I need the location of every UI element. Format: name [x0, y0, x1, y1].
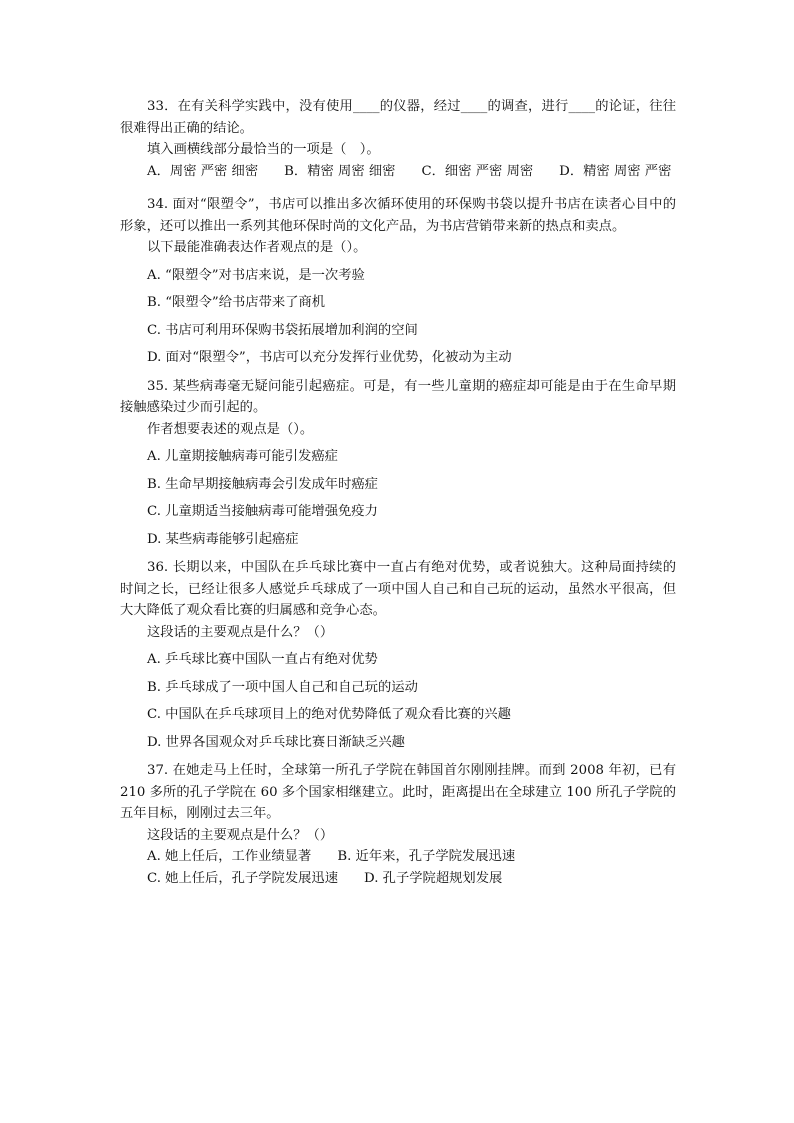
q35-option-c: C. 儿童期适当接触病毒可能增强免疫力 [147, 504, 378, 519]
q34-option-b: B. “限塑令”给书店带来了商机 [147, 295, 326, 310]
q33-prompt: 填入画横线部分最恰当的一项是（ ）。 [147, 142, 380, 157]
q36-prompt: 这段话的主要观点是什么？（） [147, 624, 334, 640]
q37-options-row-2 [120, 868, 676, 890]
q34-stem: 34. 面对“限塑令”，书店可以推出多次循环使用的环保购书袋以提升书店在读者心目中的形象，还可以推出一系列其他环保时尚的文化产品，为书店营销带来新的热点和卖点。 [120, 197, 676, 234]
q35-option-d: D. 某些病毒能够引起癌症 [147, 531, 299, 547]
q37-option-c: C. 她上任后，孔子学院发展迅速 [147, 870, 339, 886]
q33-options [120, 161, 676, 183]
q36-stem: 36. 长期以来，中国队在乒乓球比赛中一直占有绝对优势，或者说独大。这种局面持续的时间之长，已经让很多人感觉乒乓球成了一项中国人自己和自己玩的运动，虽然水平很高，但大大降低了观众看比赛的归属感和竞争心态。 [120, 560, 676, 618]
q35-option-a: A. 儿童期接触病毒可能引发癌症 [147, 449, 338, 464]
q33-option-d: D．精密 周密 严密 [559, 163, 672, 179]
q37-prompt: 这段话的主要观点是什么？（） [147, 827, 334, 843]
q33-stem: 33．在有关科学实践中，没有使用____的仪器，经过____的调查，进行____的论证，往往很难得出正确的结论。 [120, 99, 676, 136]
q37-option-a: A. 她上任后，工作业绩显著 [147, 849, 312, 864]
q36-option-c: C. 中国队在乒乓球项目上的绝对优势降低了观众看比赛的兴趣 [147, 707, 511, 722]
q33-option-c: C．细密 严密 周密 [421, 163, 534, 179]
q37-option-b: B. 近年来，孔子学院发展迅速 [337, 849, 516, 864]
q37-options-row-1 [120, 846, 676, 868]
q35-stem: 35. 某些病毒毫无疑问能引起癌症。可是，有一些儿童期的癌症却可能是由于在生命早期接触感染过少而引起的。 [120, 378, 676, 415]
q34-prompt: 以下最能准确表达作者观点的是（）。 [147, 240, 367, 255]
q34-option-d: D. 面对“限塑令”，书店可以充分发挥行业优势，化被动为主动 [147, 350, 512, 365]
q34-option-a: A. “限塑令”对书店来说，是一次考验 [147, 267, 365, 283]
q33-option-b: B．精密 周密 细密 [284, 163, 396, 179]
q35-prompt: 作者想要表述的观点是（）。 [147, 421, 314, 437]
q33-option-a: A．周密 严密 细密 [147, 163, 259, 179]
q37-option-d: D. 孔子学院超规划发展 [364, 870, 503, 886]
q37-stem: 37. 在她走马上任时，全球第一所孔子学院在韩国首尔刚刚挂牌。而到 2008 年初，已有 210 多所的孔子学院在 60 多个国家相继建立。此时，距离提出在全球建立 100 所孔子学院的五年目标，刚刚过去三年。 [120, 763, 676, 821]
q36-option-d: D. 世界各国观众对乒乓球比赛日渐缺乏兴趣 [147, 734, 405, 750]
q35-option-b: B. 生命早期接触病毒会引发成年时癌症 [147, 476, 378, 492]
q36-option-b: B. 乒乓球成了一项中国人自己和自己玩的运动 [147, 679, 418, 695]
document-page [120, 96, 676, 889]
q34-option-c: C. 书店可利用环保购书袋拓展增加利润的空间 [147, 322, 418, 338]
q36-option-a: A. 乒乓球比赛中国队一直占有绝对优势 [147, 652, 378, 667]
